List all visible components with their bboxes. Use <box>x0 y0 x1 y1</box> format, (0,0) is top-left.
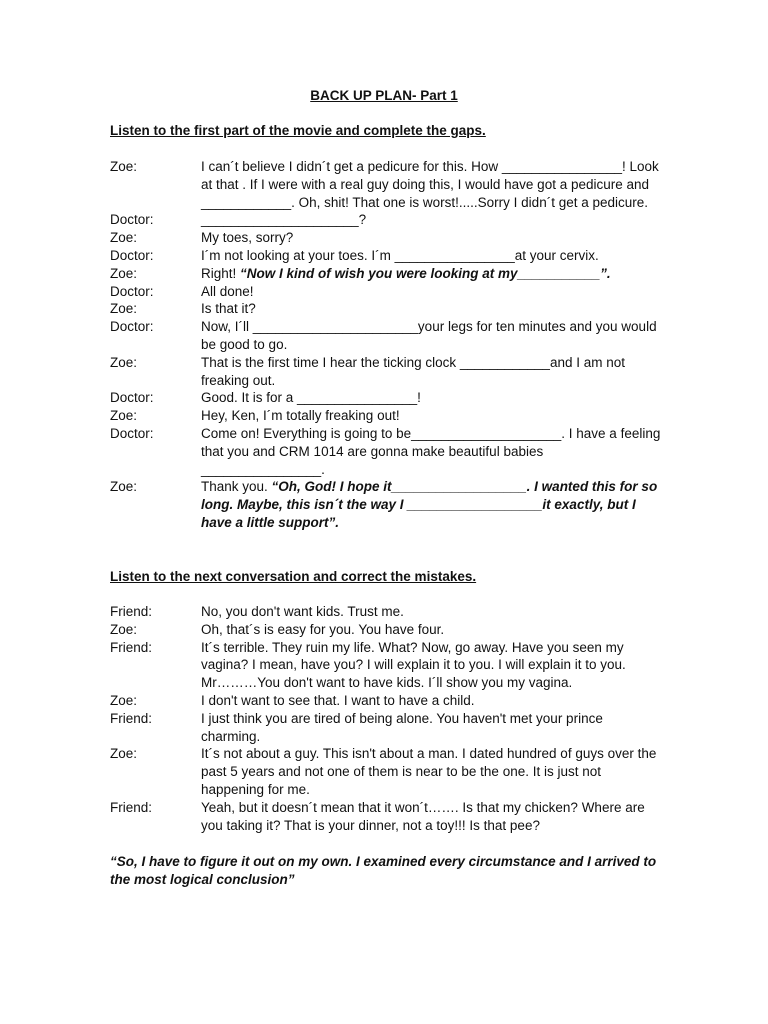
section-1-dialogue <box>110 158 665 532</box>
speaker-label: Zoe: <box>110 230 138 246</box>
dialogue-line <box>201 265 662 283</box>
italic-quote-text: “Oh, God! I hope it__________________. I wanted this for so long. Maybe, this isn´t the way I __________________it exactly, but I have a little support”. <box>201 479 661 530</box>
line-text: _____________________? <box>201 212 367 228</box>
line-text: Now, I´ll ______________________your legs for ten minutes and you would be good to go. <box>201 319 661 352</box>
dialogue-row <box>110 425 665 478</box>
dialogue-line <box>201 389 662 407</box>
dialogue-row <box>110 354 662 390</box>
line-text: Come on! Everything is going to be____________________. I have a feeling that you and CRM 1014 are gonna make beautiful babies ________________. <box>201 425 665 477</box>
dialogue-row <box>110 407 662 425</box>
dialogue-line <box>201 247 662 265</box>
line-text: I don't want to see that. I want to have a child. <box>201 692 475 708</box>
worksheet-title: BACK UP PLAN- Part 1 <box>310 88 458 103</box>
dialogue-row <box>110 247 662 265</box>
dialogue-row <box>110 799 662 835</box>
speaker-label: Zoe: <box>110 301 138 317</box>
dialogue-line <box>201 300 662 318</box>
line-text: Thank you. <box>201 479 272 495</box>
dialogue-row <box>110 639 662 692</box>
dialogue-row <box>110 211 662 229</box>
dialogue-line <box>201 318 662 354</box>
dialogue-row <box>110 692 662 710</box>
speaker-label: Friend: <box>110 799 153 815</box>
italic-quote-text: “Now I kind of wish you were looking at my___________”. <box>240 265 611 281</box>
speaker-label: Zoe: <box>110 746 138 762</box>
line-text: It´s not about a guy. This isn't about a man. I dated hundred of guys over the past 5 years and not one of them is near to be the one. It is just not happening for me. <box>201 746 661 797</box>
section-2-dialogue <box>110 603 662 834</box>
section-1-instruction: Listen to the first part of the movie and complete the gaps. <box>110 123 486 138</box>
dialogue-line <box>201 692 662 710</box>
speaker-label: Doctor: <box>110 212 154 228</box>
line-text: I just think you are tired of being alone. You haven't met your prince charming. <box>201 710 607 744</box>
speaker-label: Doctor: <box>110 283 154 299</box>
speaker-label: Zoe: <box>110 354 138 370</box>
line-text: It´s terrible. They ruin my life. What? Now, go away. Have you seen my vagina? I mean, have you? I will explain it to you. I will explain it to you. Mr………You don't want to have kids. I´ll show you my vagina. <box>201 639 630 691</box>
dialogue-row <box>110 158 662 211</box>
line-text: Hey, Ken, I´m totally freaking out! <box>201 408 400 424</box>
dialogue-row <box>110 229 662 247</box>
speaker-label: Doctor: <box>110 390 154 406</box>
line-text: No, you don't want kids. Trust me. <box>201 604 404 619</box>
dialogue-line <box>201 158 662 211</box>
line-text: Is that it? <box>201 301 256 317</box>
speaker-label: Doctor: <box>110 247 154 263</box>
dialogue-row <box>110 389 662 407</box>
line-text: Right! <box>201 265 241 281</box>
line-text: Yeah, but it doesn´t mean that it won´t……. Is that my chicken? Where are you taking it? That is your dinner, not a toy!!! Is that pee? <box>201 799 649 833</box>
dialogue-line <box>201 478 662 531</box>
speaker-label: Doctor: <box>110 319 154 335</box>
speaker-label: Zoe: <box>110 159 138 174</box>
dialogue-row <box>110 300 662 318</box>
speaker-label: Friend: <box>110 604 153 619</box>
speaker-label: Doctor: <box>110 425 154 441</box>
line-text: That is the first time I hear the ticking clock ____________and I am not freaking out. <box>201 354 629 388</box>
line-text: Good. It is for a ________________! <box>201 390 421 406</box>
dialogue-line <box>201 799 662 835</box>
dialogue-row <box>110 265 662 283</box>
dialogue-row <box>110 478 662 531</box>
speaker-label: Zoe: <box>110 692 138 708</box>
dialogue-line <box>201 621 662 639</box>
line-text: Oh, that´s is easy for you. You have four. <box>201 621 445 637</box>
dialogue-line <box>201 745 662 798</box>
line-text: My toes, sorry? <box>201 230 294 246</box>
dialogue-line <box>201 229 662 247</box>
dialogue-line <box>201 354 662 390</box>
dialogue-row <box>110 283 662 301</box>
line-text: I can´t believe I didn´t get a pedicure for this. How ________________! Look at that . If I were with a real guy doing this, I would have got a pedicure and ____________. Oh, shit! That one is worst!.....Sorry I didn´t get a pedicure. <box>201 159 663 210</box>
speaker-label: Zoe: <box>110 479 138 495</box>
dialogue-line <box>201 211 662 229</box>
dialogue-line <box>201 603 662 621</box>
speaker-label: Zoe: <box>110 621 138 637</box>
closing-quote: “So, I have to figure it out on my own. I examined every circumstance and I arrived to the most logical conclusion” <box>110 854 657 887</box>
dialogue-line <box>201 639 662 692</box>
section-2-instruction: Listen to the next conversation and correct the mistakes. <box>110 569 477 584</box>
dialogue-line <box>201 710 662 746</box>
line-text: All done! <box>201 283 254 299</box>
speaker-label: Zoe: <box>110 408 138 424</box>
speaker-label: Friend: <box>110 639 153 655</box>
dialogue-line <box>201 407 662 425</box>
dialogue-row <box>110 745 662 798</box>
dialogue-row <box>110 318 662 354</box>
dialogue-row <box>110 710 662 746</box>
dialogue-row <box>110 621 662 639</box>
dialogue-row <box>110 603 662 621</box>
speaker-label: Zoe: <box>110 265 138 281</box>
line-text: I´m not looking at your toes. I´m ________________at your cervix. <box>201 247 599 263</box>
dialogue-line <box>201 425 665 478</box>
dialogue-line <box>201 283 662 301</box>
speaker-label: Friend: <box>110 710 153 726</box>
